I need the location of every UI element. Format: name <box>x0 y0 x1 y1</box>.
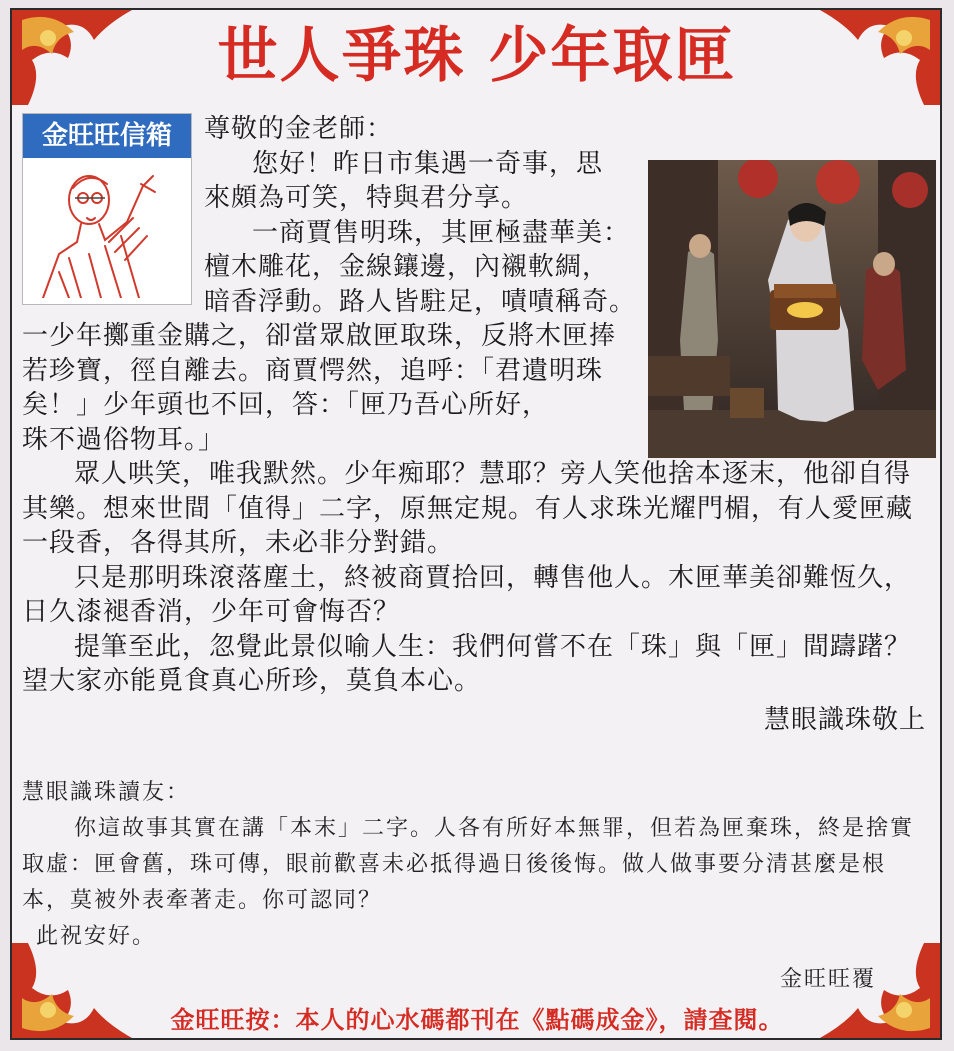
letter-paragraph: 只是那明珠滾落塵土，終被商賈拾回，轉售他人。木匣華美卻難恆久，日久漆褪香消，少年可會悔否？ <box>22 562 912 627</box>
reader-letter <box>22 112 934 737</box>
headline: 世人爭珠 少年取匣 <box>217 21 737 91</box>
columnist-reply <box>22 775 930 955</box>
letter-line: 檀木雕花，金線鑲邊，內襯軟綢， <box>204 252 610 282</box>
letter-salutation: 尊敬的金老師： <box>204 114 394 144</box>
letter-paragraph: 眾人哄笑，唯我默然。少年痴耶？慧耶？旁人笑他捨本逐末，他卻自得其樂。想來世間「值得」二字，原無定規。有人求珠光耀門楣，有人愛匣藏一段香，各得其所，未必非分對錯。 <box>22 459 914 558</box>
letter-line: 暗香浮動。路人皆駐足，嘖嘖稱奇。 <box>204 286 637 317</box>
column-name: 金旺旺信箱 <box>23 114 191 158</box>
reply-salutation: 慧眼識珠讀友： <box>22 780 191 805</box>
letter-line: 一商賈售明珠，其匣極盡華美： <box>252 217 631 248</box>
footer-note: 金旺旺按：本人的心水碼都刊在《點碼成金》，請查閱。 <box>170 1006 784 1034</box>
letter-signoff: 慧眼識珠敬上 <box>763 704 926 735</box>
letter-paragraph: 一少年擲重金購之，卻當眾啟匣取珠，反將木匣捧若珍寶，徑自離去。商賈愕然，追呼：「君遺明珠矣！」少年頭也不回，答：「匣乃吾心所好， <box>22 321 617 420</box>
reply-body: 你這故事其實在講「本末」二字。人各有所好本無罪，但若為匣棄珠，終是捨實取虛：匣會舊，珠可傳，眼前歡喜未必抵得過日後後悔。做人做事要分清甚麼是根本，莫被外表牽著走。你可認同？ <box>22 816 915 913</box>
reply-signoff: 金旺旺覆 <box>779 967 876 992</box>
letter-paragraph: 提筆至此，忽覺此景似喻人生：我們何嘗不在「珠」與「匣」間躊躇？望大家亦能覓食真心所珍，莫負本心。 <box>22 631 912 696</box>
letter-line: 您好！昨日市集遇一奇事，思 <box>252 148 604 179</box>
letter-line: 來頗為可笑，特與君分享。 <box>204 183 529 213</box>
reply-closing: 此祝安好。 <box>36 924 157 949</box>
letter-paragraph: 珠不過俗物耳。」 <box>22 424 226 455</box>
